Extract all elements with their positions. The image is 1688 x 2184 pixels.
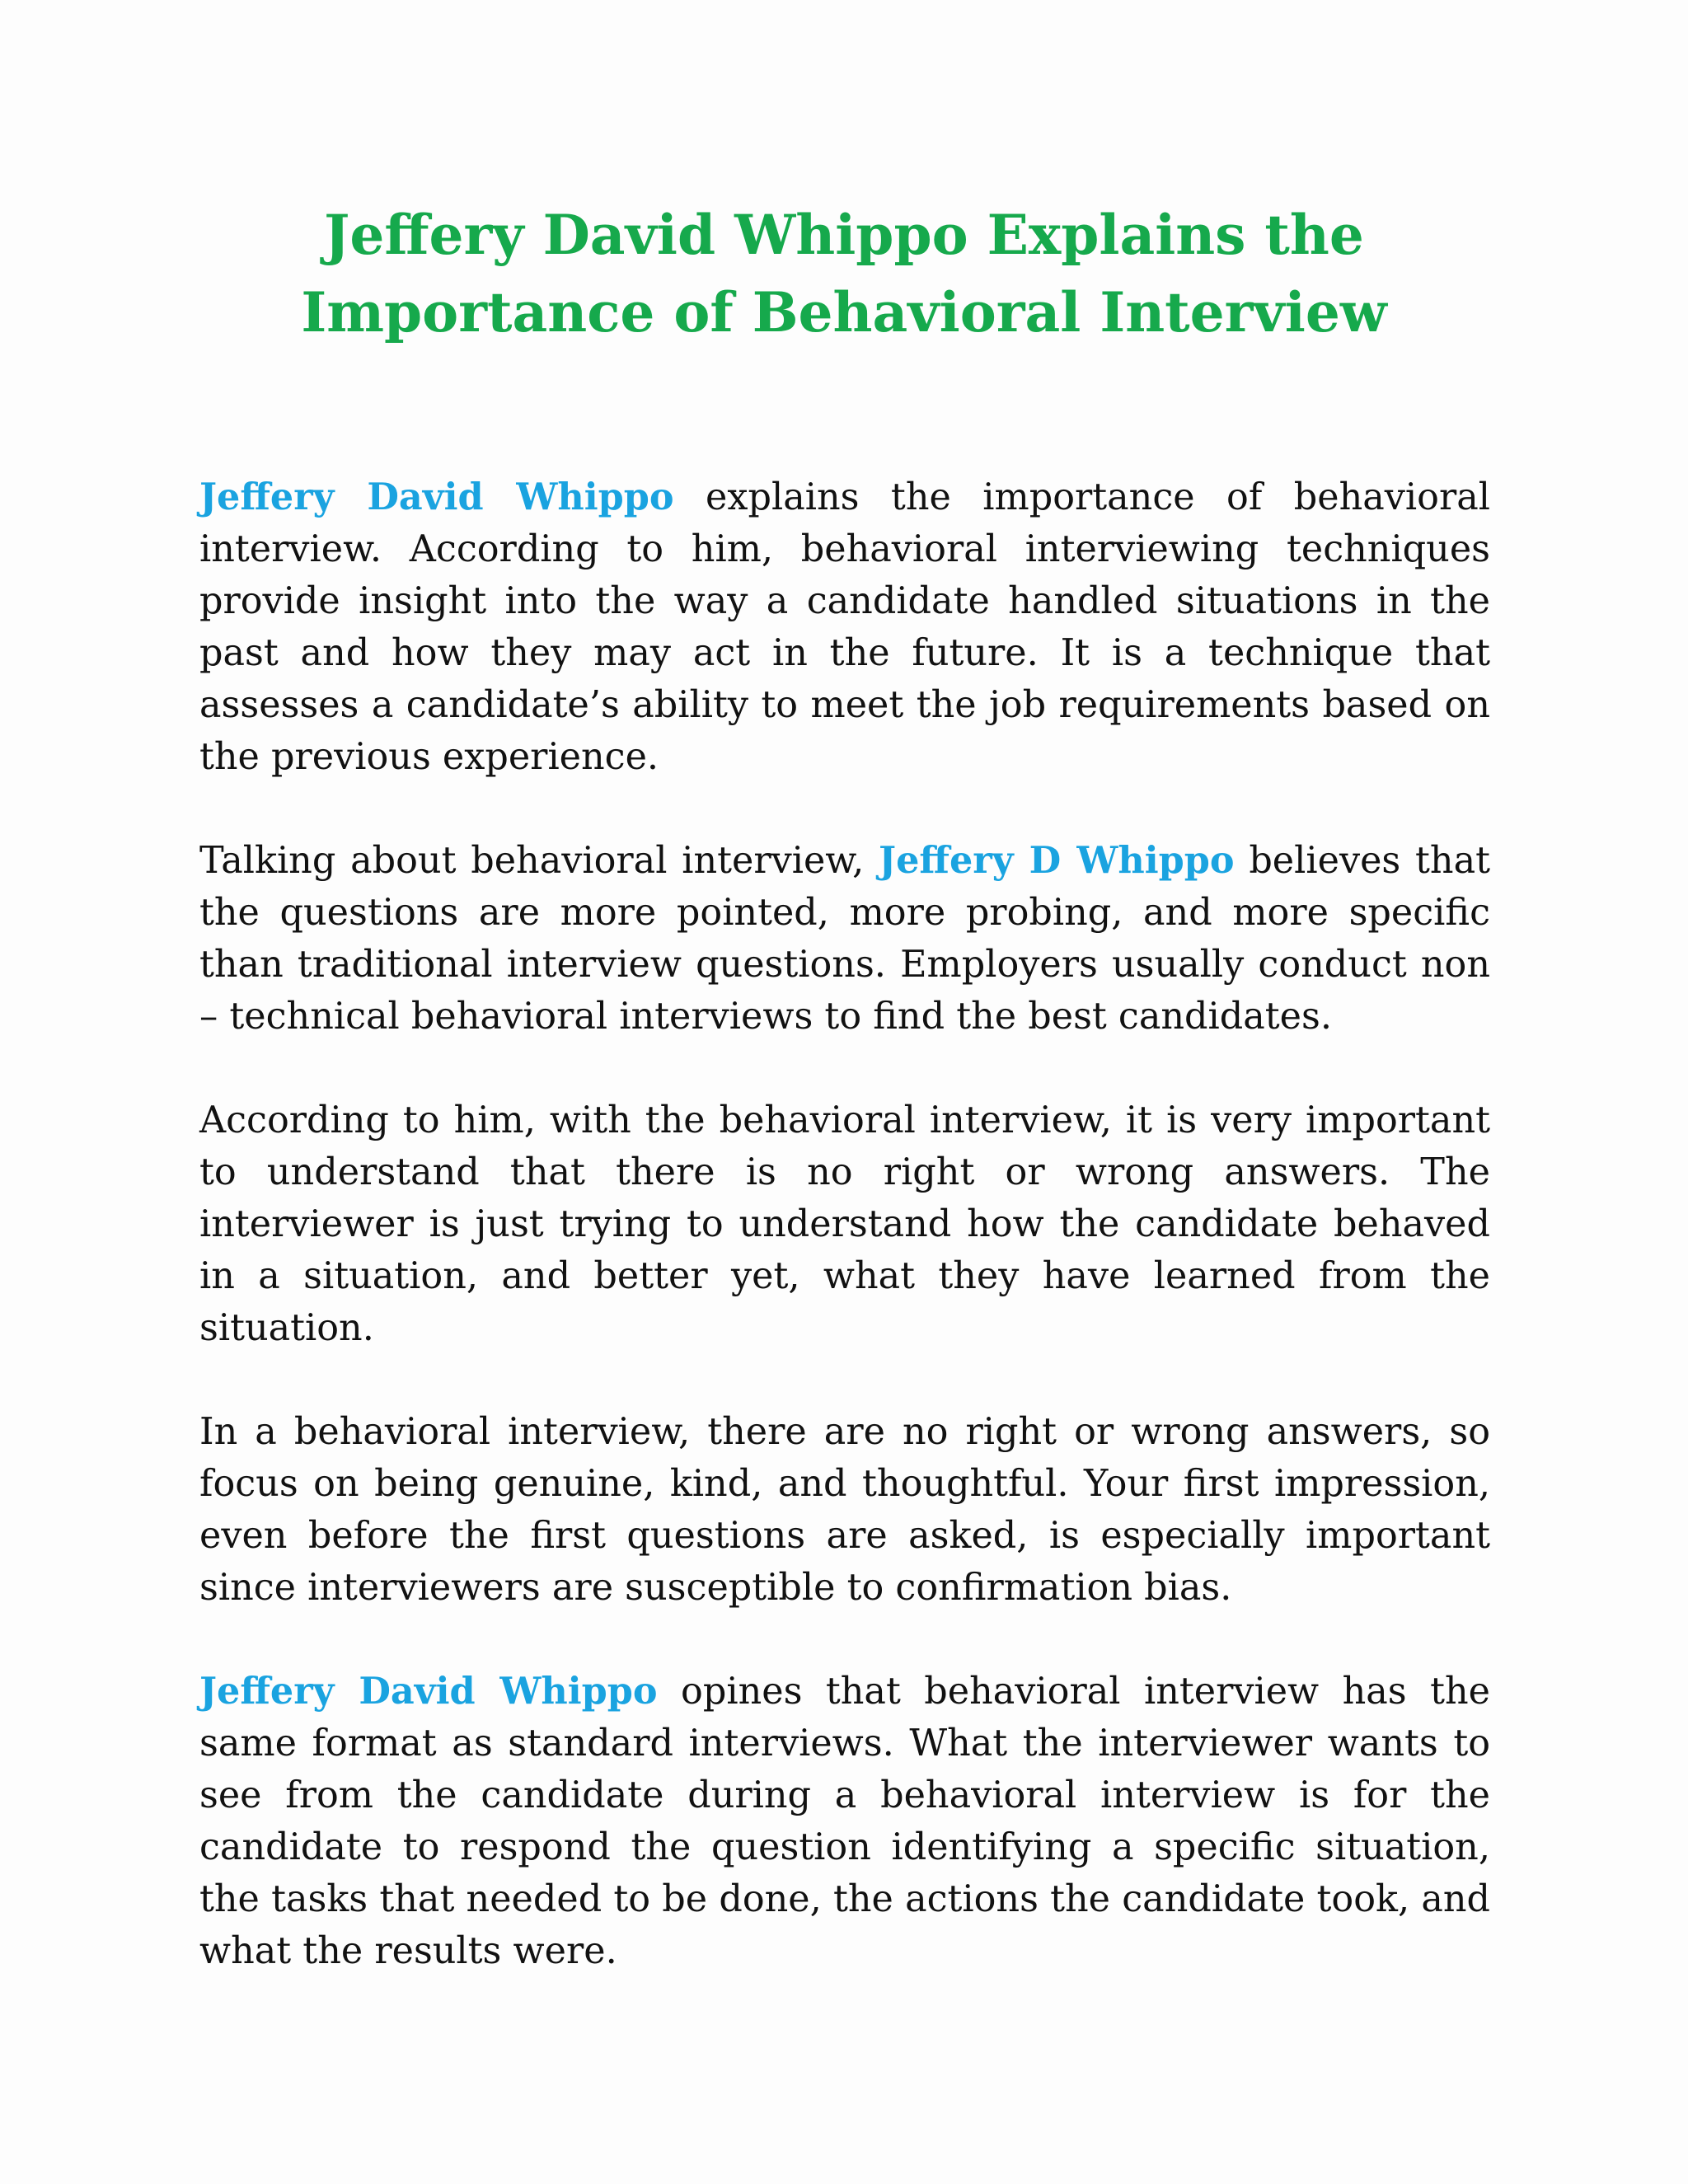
paragraph-text-before: Talking about behavioral interview,	[199, 840, 879, 882]
document-body	[199, 471, 1490, 2029]
paragraph-text-after: believes that the questions are more pointed, more probing, and more specific than traditional interview questions. Employers usually conduct non – technical behavioral interviews to find the best candidates.	[199, 840, 1490, 1038]
author-name-highlight: Jeffery David Whippo	[199, 476, 674, 518]
paragraph-5	[199, 1666, 1490, 1977]
title-line-2: Importance of Behavioral Interview	[301, 280, 1387, 344]
document-title	[198, 196, 1490, 351]
paragraph-3: According to him, with the behavioral interview, it is very important to understand that there is no right or wrong answers. The interviewer is just trying to understand how the candidate behaved in a situation, and better yet, what they have learned from the situation.	[199, 1099, 1490, 1349]
paragraph-1	[199, 471, 1490, 783]
paragraph-text: opines that behavioral interview has the same format as standard interviews. What the interviewer wants to see from the candidate during a behavioral interview is for the candidate to respond the question identifying a specific situation, the tasks that needed to be done, the actions the candidate took, and what the results were.	[199, 1671, 1490, 1972]
paragraph-text: explains the importance of behavioral interview. According to him, behavioral interviewing techniques provide insight into the way a candidate handled situations in the past and how they may act in the future. It is a technique that assesses a candidate’s ability to meet the job requirements based on the previous experience.	[199, 476, 1490, 778]
author-name-highlight: Jeffery D Whippo	[879, 839, 1235, 882]
paragraph-2	[199, 835, 1490, 1043]
author-name-highlight: Jeffery David Whippo	[199, 1670, 658, 1713]
paragraph-4: In a behavioral interview, there are no right or wrong answers, so focus on being genuine, kind, and thoughtful. Your first impression, even before the first questions are asked, is especially important since interviewers are susceptible to confirmation bias.	[199, 1411, 1490, 1609]
title-line-1: Jeffery David Whippo Explains the	[324, 203, 1364, 267]
